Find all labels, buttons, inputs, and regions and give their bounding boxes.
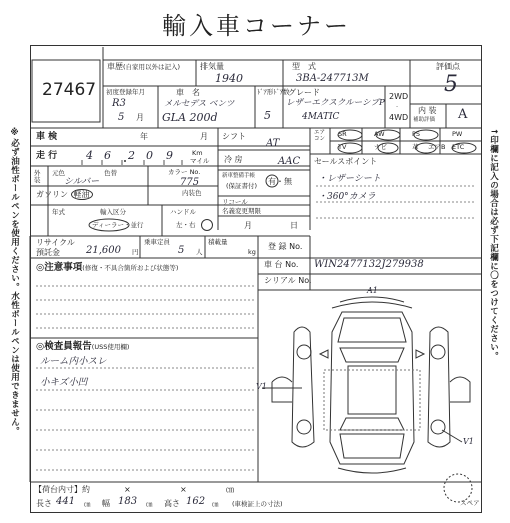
rating-label: 評価点 (436, 62, 460, 71)
warranty-value: 有・無 (268, 177, 292, 186)
aircon-label: 冷 房 (224, 155, 243, 164)
car-name-label: 車 名 (176, 88, 200, 97)
mileage-digit: 4 (86, 149, 93, 162)
capacity-unit: 人 (196, 248, 203, 256)
height-label: 高さ (164, 499, 180, 508)
height-value: 162 (186, 496, 206, 507)
width-label: 幅 (102, 499, 110, 508)
warranty-sub: (保証書付) (226, 182, 258, 190)
doors-label-text: ﾄﾞｱ形 (257, 88, 274, 96)
color-value: シルバー (64, 177, 100, 187)
color-no-value: 775 (180, 177, 200, 188)
mileage-digit: 0 (146, 149, 153, 162)
interior-value: A (458, 107, 468, 122)
report-line: 小キズ小凹 (40, 377, 88, 388)
equipment-item: エアB (428, 143, 446, 151)
fuel-label-text: ガソリン (36, 190, 68, 199)
car-name-value: メルセデス ベンツ (164, 99, 235, 109)
load-unit: kg (248, 248, 256, 256)
mileage-label: 走 行 (36, 151, 58, 161)
import-label: 輸入区分 (100, 208, 126, 216)
load-label: 積載量 (208, 238, 228, 246)
doors-sub-text: ﾄﾞｱ数 (273, 88, 290, 96)
bed-x1: × (124, 485, 131, 494)
mileage-unit-mile: マイル (190, 157, 210, 165)
grade-value-2: 4MATIC (302, 112, 340, 122)
notes-heading-text: ◎注意事項 (36, 262, 83, 273)
import-value: ディーラー・並行 (92, 221, 144, 229)
width-value: 183 (118, 496, 138, 507)
recycle-yen: 円 (132, 248, 139, 256)
lot-number: 27467 (42, 80, 97, 100)
equipment-item: ナビ (374, 143, 387, 151)
recall-label: リコール (222, 198, 248, 206)
shift-label: シフト (222, 132, 246, 141)
mileage-digit: 2 (128, 149, 135, 162)
equipment-item: ETC (452, 143, 465, 151)
notes-heading (36, 263, 178, 273)
interior-label: 内 装 (418, 106, 437, 115)
grade-label: グレード (288, 88, 320, 97)
warranty-circle (264, 173, 280, 189)
reg-no-label: 登 録 No. (268, 242, 303, 251)
name-change-label: 名義変更期限 (222, 207, 261, 215)
grade-value: レザーエクスクルーシブP (286, 98, 385, 108)
fuel-value: 軽油 (71, 189, 93, 200)
mileage-ticks (60, 146, 190, 166)
mileage-unit-km: Km (192, 149, 203, 157)
warranty-label: 新車整備手帳 (222, 173, 256, 179)
interior-color-label: 内装色 (182, 189, 202, 197)
color-no-label: カラー No. (168, 168, 201, 176)
displacement-value: 1940 (215, 72, 243, 85)
report-line: ルーム内小スレ (40, 356, 107, 367)
report-heading-text: ◎検査員報告 (36, 341, 92, 352)
model-value: 3BA-247713M (296, 73, 369, 84)
car-name-model: GLA 200d (162, 111, 218, 124)
mileage-digit: 9 (166, 149, 173, 162)
height-cm: ㎝ (212, 500, 219, 508)
import-year-label: 年式 (52, 208, 65, 216)
aircon-value: AAC (278, 156, 301, 167)
report-heading (36, 342, 129, 352)
damage-mark-v1: V1 (256, 382, 267, 391)
sales-point-item: ・レザーシート (318, 174, 381, 184)
fuel-label (36, 191, 93, 199)
width-cm: ㎝ (146, 500, 153, 508)
sales-point-item: ・360°カメラ (318, 192, 376, 202)
drive-2wd: 2WD (389, 92, 409, 101)
history-sub-text: (自家用以外は記入) (123, 63, 181, 71)
recycle-label: リサイクル (36, 238, 75, 247)
right-side-note: ↑印欄に記入の場合は必ず下記欄に〇をつけてください。 (488, 128, 499, 361)
interior-sub: 補助評価 (413, 117, 436, 123)
equipment-item: PW (452, 130, 463, 138)
shift-value: AT (266, 138, 280, 149)
footer-note: (車検証上の寸法) (232, 500, 283, 508)
equipment-circles (330, 128, 482, 154)
color-orig-label: 元色 (52, 169, 65, 177)
history-label-text: 車歴 (107, 62, 123, 71)
bed-x2: × (180, 485, 187, 494)
first-reg-label: 初度登録年月 (106, 88, 145, 96)
drive-4wd: 4WD (389, 113, 409, 122)
equipment-item: SR (338, 130, 347, 138)
sales-point-label: セールスポイント (314, 157, 378, 166)
shaken-month-unit: 月 (200, 132, 208, 141)
equipment-item: PS (412, 130, 421, 138)
page-title: 輸入車コーナー (162, 12, 351, 40)
capacity-label: 乗車定員 (144, 238, 170, 246)
equipment-item: TV (338, 143, 347, 151)
left-side-note: ※必ず油性ボールペンを使用ください。水性ボールペンは使用できません。 (9, 128, 20, 436)
color-label: 色替 (104, 169, 117, 177)
recycle-value: 21,600 (86, 245, 121, 256)
length-cm: ㎝ (84, 500, 91, 508)
damage-mark-v1: V1 (463, 437, 474, 446)
mileage-digit: 6 (104, 149, 111, 162)
notes-heading-sub: (修復・不具合箇所および状態等) (82, 264, 179, 272)
serial-no-label: シリアル No. (264, 276, 312, 285)
exterior-label: 外装 (34, 169, 41, 184)
shaken-year-unit: 年 (140, 132, 148, 141)
length-value: 441 (56, 496, 76, 507)
month-unit: 月 (136, 113, 144, 122)
chassis-no-value: WIN2477132J279938 (314, 259, 424, 270)
damage-mark-a1: A1 (367, 286, 378, 295)
spare-label: スペア (460, 499, 480, 507)
chassis-no-label: 車 台 No. (264, 260, 299, 269)
model-label: 型 式 (292, 62, 316, 71)
equipment-item: エアコン (314, 130, 326, 142)
bed-cm: ㎝ (226, 485, 234, 494)
bed-size-label: 【荷台内寸】約 (34, 485, 90, 494)
report-heading-sub: (USS使用欄) (91, 343, 130, 351)
name-change-day: 日 (290, 221, 298, 230)
month-value: 5 (118, 112, 125, 123)
equipment-item: 革 (412, 143, 419, 151)
rating-value: 5 (444, 72, 458, 97)
drive-dot: · (396, 103, 399, 111)
capacity-value: 5 (178, 245, 185, 256)
doors-value: 5 (264, 109, 271, 122)
shaken-label: 車 検 (36, 132, 58, 142)
history-label (107, 63, 180, 71)
handle-label: ハンドル (170, 208, 196, 216)
name-change-month: 月 (244, 221, 252, 230)
era-value: R3 (112, 98, 126, 109)
recycle-sub: 預託金 (36, 248, 60, 257)
doors-label (257, 89, 290, 96)
handle-value: 左・右 (176, 221, 196, 229)
import-circle (88, 218, 130, 232)
displacement-label: 排気量 (200, 62, 224, 71)
handle-circle (200, 218, 214, 232)
car-damage-diagram (262, 292, 480, 480)
equipment-item: AW (374, 130, 385, 138)
length-label: 長さ (36, 499, 52, 508)
